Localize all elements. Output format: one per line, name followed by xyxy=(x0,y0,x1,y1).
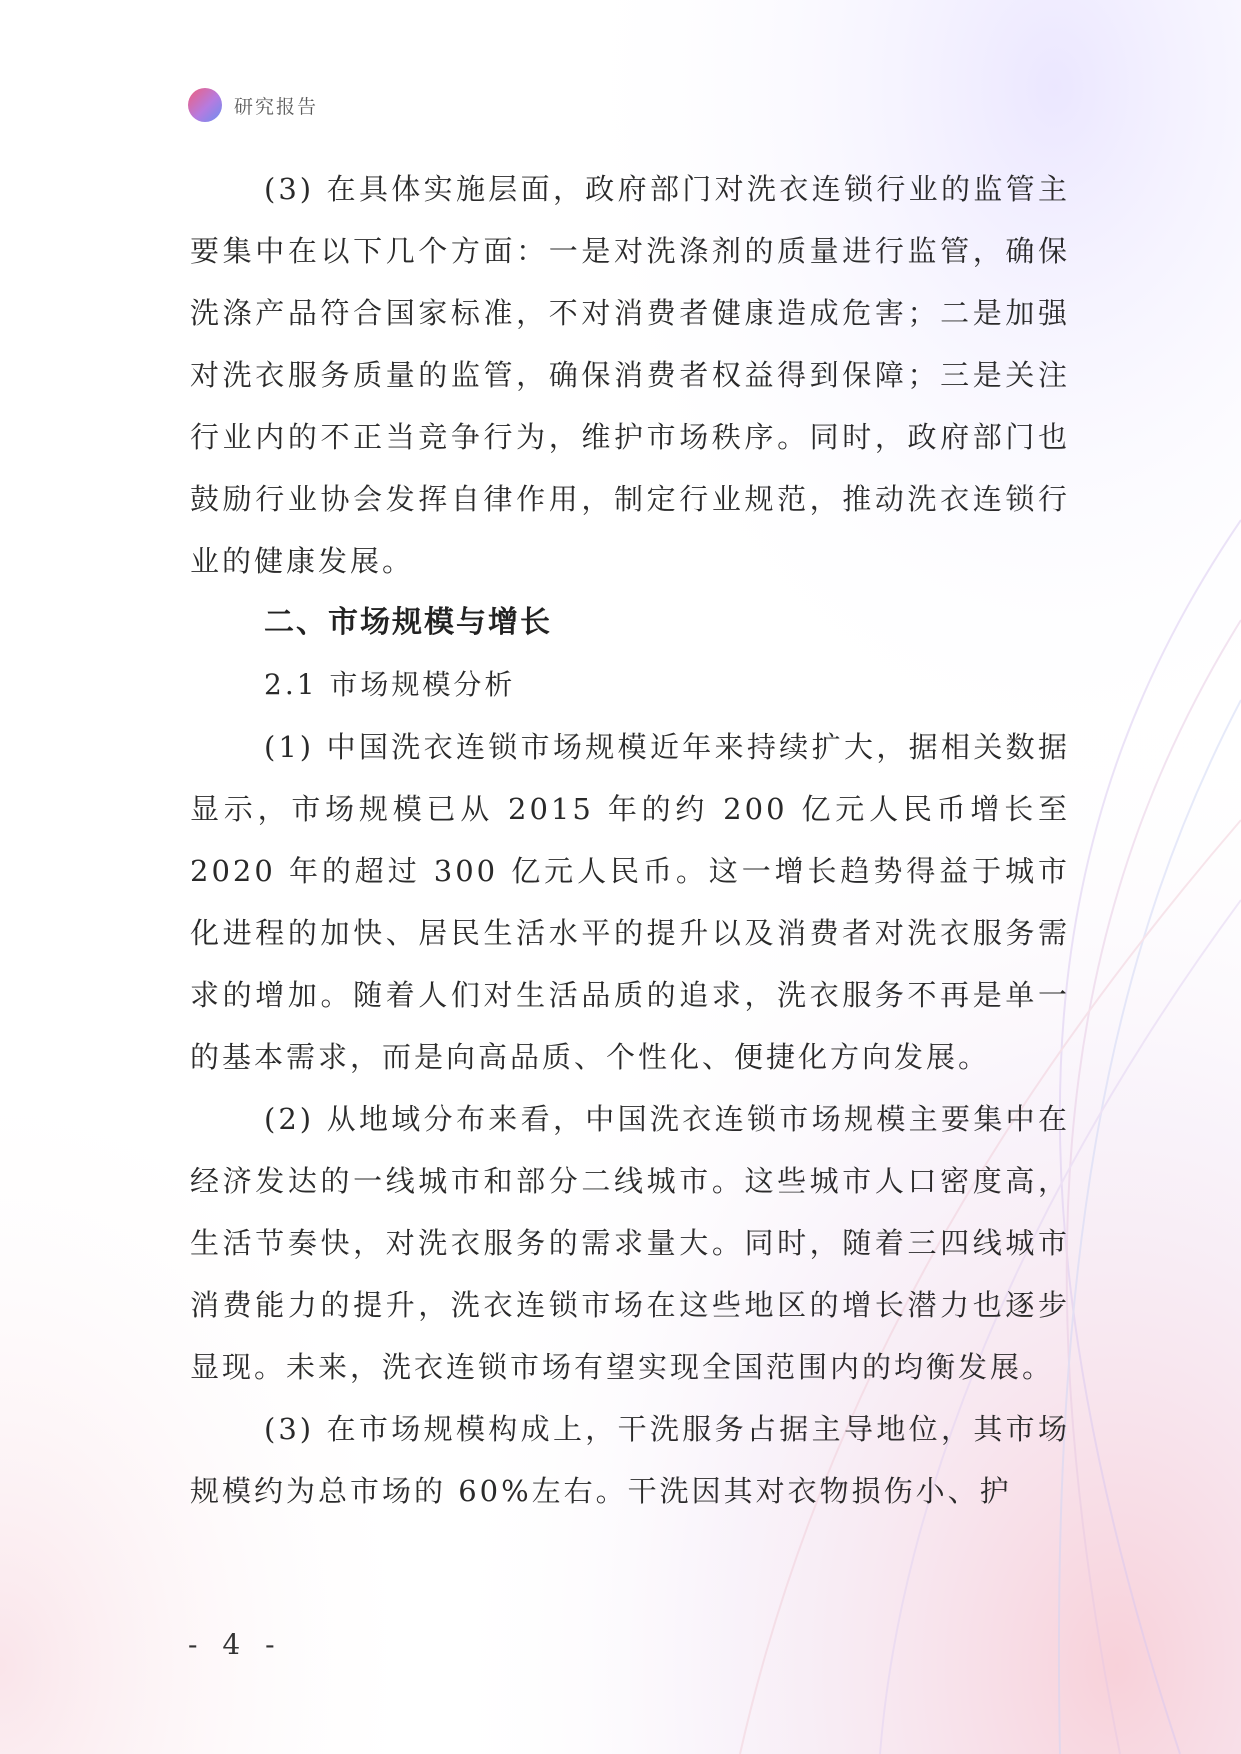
report-header xyxy=(188,88,318,122)
paragraph-market-size: (1) 中国洗衣连锁市场规模近年来持续扩大，据相关数据显示，市场规模已从 2015 年的约 200 亿元人民币增长至 2020 年的超过 300 亿元人民币。这一增长趋势得益于城市化进程的加快、居民生活水平的提升以及消费者对洗衣服务需求的增加。随着人们对生活品质的追求，洗衣服务不再是单一的基本需求，而是向高品质、个性化、便捷化方向发展。 xyxy=(190,730,1070,1074)
section-heading: 二、市场规模与增长 xyxy=(264,605,552,640)
paragraph-regulation: (3) 在具体实施层面，政府部门对洗衣连锁行业的监管主要集中在以下几个方面：一是对洗涤剂的质量进行监管，确保洗涤产品符合国家标准，不对消费者健康造成危害；二是加强对洗衣服务质量的监管，确保消费者权益得到保障；三是关注行业内的不正当竞争行为，维护市场秩序。同时，政府部门也鼓励行业协会发挥自律作用，制定行业规范，推动洗衣连锁行业的健康发展。 xyxy=(190,172,1070,578)
document-body xyxy=(190,158,1070,1522)
paragraph-market-composition: (3) 在市场规模构成上，干洗服务占据主导地位，其市场规模约为总市场的 60%左右。干洗因其对衣物损伤小、护 xyxy=(190,1412,1070,1508)
logo-icon xyxy=(188,88,222,122)
page-number: - 4 - xyxy=(188,1628,283,1661)
subsection-heading: 2.1 市场规模分析 xyxy=(264,668,516,701)
header-title: 研究报告 xyxy=(234,95,319,118)
paragraph-regional-distribution: (2) 从地域分布来看，中国洗衣连锁市场规模主要集中在经济发达的一线城市和部分二线城市。这些城市人口密度高，生活节奏快，对洗衣服务的需求量大。同时，随着三四线城市消费能力的提升，洗衣连锁市场在这些地区的增长潜力也逐步显现。未来，洗衣连锁市场有望实现全国范围内的均衡发展。 xyxy=(190,1102,1070,1384)
